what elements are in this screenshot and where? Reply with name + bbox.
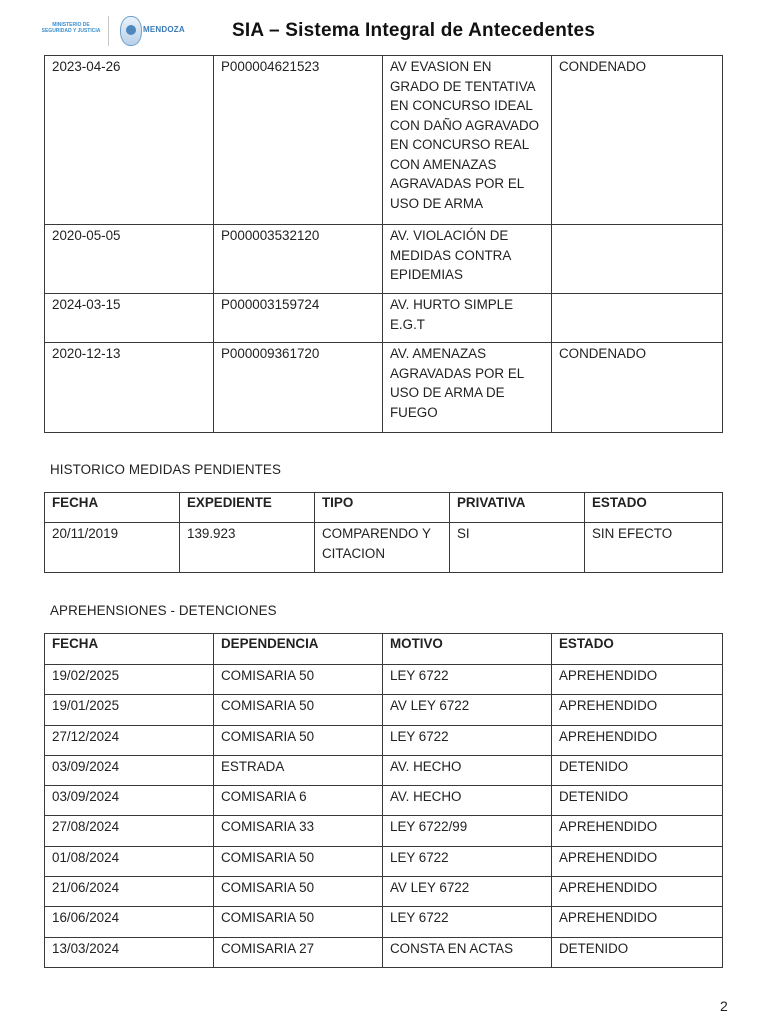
aprehension-estado: APREHENDIDO — [552, 665, 723, 695]
aprehension-motivo: AV LEY 6722 — [383, 695, 552, 725]
table-row — [45, 846, 723, 876]
causa-expediente: P000009361720 — [214, 343, 383, 433]
logo-divider — [108, 16, 109, 46]
aprehension-motivo: LEY 6722 — [383, 725, 552, 755]
table-row — [45, 877, 723, 907]
medida-estado: SIN EFECTO — [585, 523, 723, 573]
table-row — [45, 294, 723, 343]
table-row — [45, 816, 723, 846]
aprehension-estado: DETENIDO — [552, 937, 723, 967]
causa-expediente: P000004621523 — [214, 56, 383, 225]
table-header-row — [45, 493, 723, 523]
aprehension-dependencia: COMISARIA 6 — [214, 786, 383, 816]
table-row — [45, 755, 723, 785]
aprehension-fecha: 19/01/2025 — [45, 695, 214, 725]
table-row — [45, 665, 723, 695]
page-number: 2 — [720, 998, 728, 1014]
column-header-estado: ESTADO — [585, 493, 723, 523]
table-row — [45, 937, 723, 967]
aprehension-motivo: AV. HECHO — [383, 755, 552, 785]
aprehension-motivo: LEY 6722 — [383, 665, 552, 695]
aprehension-estado: APREHENDIDO — [552, 846, 723, 876]
aprehension-dependencia: COMISARIA 50 — [214, 907, 383, 937]
aprehension-estado: APREHENDIDO — [552, 695, 723, 725]
aprehension-motivo: CONSTA EN ACTAS — [383, 937, 552, 967]
aprehension-motivo: LEY 6722/99 — [383, 816, 552, 846]
aprehension-estado: APREHENDIDO — [552, 725, 723, 755]
page-title: SIA – Sistema Integral de Antecedentes — [232, 20, 596, 41]
table-row — [45, 225, 723, 294]
aprehension-dependencia: ESTRADA — [214, 755, 383, 785]
mendoza-logo-text: MENDOZA — [143, 25, 185, 34]
table-row — [45, 56, 723, 225]
causa-estado — [552, 294, 723, 343]
aprehension-fecha: 03/09/2024 — [45, 786, 214, 816]
causa-fecha: 2023-04-26 — [45, 56, 214, 225]
causa-expediente: P000003532120 — [214, 225, 383, 294]
causas-table — [44, 55, 723, 433]
column-header-estado: ESTADO — [552, 634, 723, 665]
aprehension-fecha: 03/09/2024 — [45, 755, 214, 785]
causa-estado — [552, 225, 723, 294]
column-header-dependencia: DEPENDENCIA — [214, 634, 383, 665]
aprehension-estado: APREHENDIDO — [552, 877, 723, 907]
column-header-expediente: EXPEDIENTE — [180, 493, 315, 523]
table-row — [45, 523, 723, 573]
table-row — [45, 695, 723, 725]
aprehension-fecha: 27/08/2024 — [45, 816, 214, 846]
column-header-tipo: TIPO — [315, 493, 450, 523]
table-header-row — [45, 634, 723, 665]
medida-tipo: COMPARENDO Y CITACION — [315, 523, 450, 573]
aprehension-estado: APREHENDIDO — [552, 907, 723, 937]
causa-delito: AV. VIOLACIÓN DE MEDIDAS CONTRA EPIDEMIAS — [383, 225, 552, 294]
page-header — [0, 0, 780, 56]
causa-expediente: P000003159724 — [214, 294, 383, 343]
aprehensiones-section-title: APREHENSIONES - DETENCIONES — [50, 603, 277, 618]
aprehension-dependencia: COMISARIA 27 — [214, 937, 383, 967]
column-header-fecha: FECHA — [45, 634, 214, 665]
aprehension-estado: DETENIDO — [552, 786, 723, 816]
aprehension-fecha: 16/06/2024 — [45, 907, 214, 937]
causa-fecha: 2024-03-15 — [45, 294, 214, 343]
aprehension-dependencia: COMISARIA 33 — [214, 816, 383, 846]
ministerio-logo: MINISTERIO DE SEGURIDAD Y JUSTICIA — [41, 22, 101, 34]
medidas-section-title: HISTORICO MEDIDAS PENDIENTES — [50, 462, 281, 477]
column-header-privativa: PRIVATIVA — [450, 493, 585, 523]
medida-fecha: 20/11/2019 — [45, 523, 180, 573]
aprehension-fecha: 21/06/2024 — [45, 877, 214, 907]
aprehension-estado: APREHENDIDO — [552, 816, 723, 846]
table-row — [45, 343, 723, 433]
aprehension-dependencia: COMISARIA 50 — [214, 846, 383, 876]
causa-fecha: 2020-05-05 — [45, 225, 214, 294]
aprehension-fecha: 01/08/2024 — [45, 846, 214, 876]
aprehension-fecha: 13/03/2024 — [45, 937, 214, 967]
aprehension-motivo: AV. HECHO — [383, 786, 552, 816]
column-header-motivo: MOTIVO — [383, 634, 552, 665]
aprehension-motivo: LEY 6722 — [383, 846, 552, 876]
aprehension-motivo: AV LEY 6722 — [383, 877, 552, 907]
table-row — [45, 786, 723, 816]
causa-fecha: 2020-12-13 — [45, 343, 214, 433]
aprehension-fecha: 19/02/2025 — [45, 665, 214, 695]
column-header-fecha: FECHA — [45, 493, 180, 523]
table-row — [45, 907, 723, 937]
medida-privativa: SI — [450, 523, 585, 573]
causa-estado: CONDENADO — [552, 343, 723, 433]
mendoza-seal-icon — [120, 16, 142, 46]
causa-delito: AV EVASION EN GRADO DE TENTATIVA EN CONCURSO IDEAL CON DAÑO AGRAVADO EN CONCURSO REAL CON AMENAZAS AGRAVADAS POR EL USO DE ARMA — [383, 56, 552, 225]
table-row — [45, 725, 723, 755]
medidas-table — [44, 492, 723, 573]
causa-delito: AV. HURTO SIMPLE E.G.T — [383, 294, 552, 343]
causa-delito: AV. AMENAZAS AGRAVADAS POR EL USO DE ARMA DE FUEGO — [383, 343, 552, 433]
aprehension-estado: DETENIDO — [552, 755, 723, 785]
aprehension-motivo: LEY 6722 — [383, 907, 552, 937]
medida-expediente: 139.923 — [180, 523, 315, 573]
aprehensiones-table — [44, 633, 723, 968]
aprehension-fecha: 27/12/2024 — [45, 725, 214, 755]
aprehension-dependencia: COMISARIA 50 — [214, 877, 383, 907]
aprehension-dependencia: COMISARIA 50 — [214, 695, 383, 725]
causa-estado: CONDENADO — [552, 56, 723, 225]
aprehension-dependencia: COMISARIA 50 — [214, 725, 383, 755]
aprehension-dependencia: COMISARIA 50 — [214, 665, 383, 695]
